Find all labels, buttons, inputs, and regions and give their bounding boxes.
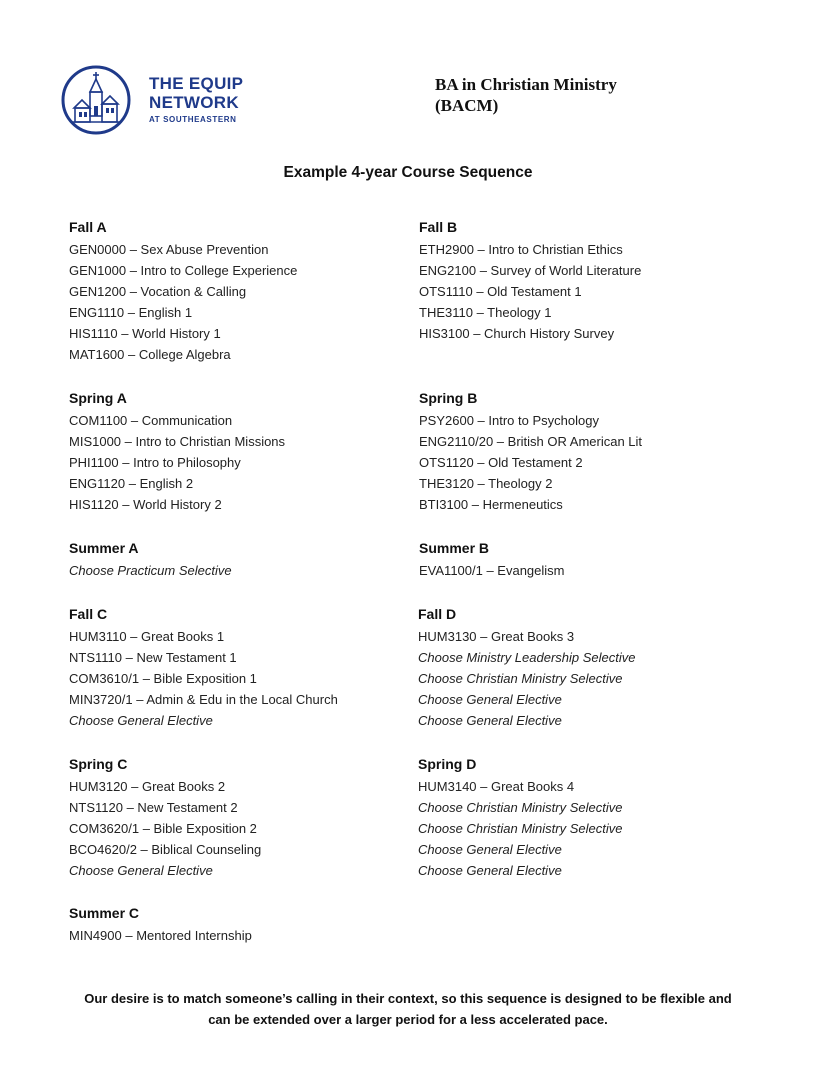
- logo-wordmark: [149, 74, 243, 124]
- course-item: Choose General Elective: [69, 713, 213, 728]
- term-heading: Fall D: [418, 606, 457, 622]
- course-item: ETH2900 – Intro to Christian Ethics: [419, 242, 623, 257]
- course-item: COM3610/1 – Bible Exposition 1: [69, 671, 257, 686]
- course-item: Choose Christian Ministry Selective: [418, 671, 623, 686]
- logo-subtitle: AT SOUTHEASTERN: [149, 115, 237, 124]
- course-item: MIS1000 – Intro to Christian Missions: [69, 434, 286, 449]
- course-item: Choose Christian Ministry Selective: [418, 800, 623, 815]
- term-heading: Spring B: [419, 390, 478, 406]
- course-item: MIN3720/1 – Admin & Edu in the Local Church: [69, 692, 338, 707]
- footer-note: [60, 988, 756, 1030]
- course-item: HIS3100 – Church History Survey: [419, 326, 615, 341]
- term-fall-a: [69, 217, 409, 365]
- course-item: HUM3140 – Great Books 4: [418, 779, 575, 794]
- course-item: GEN0000 – Sex Abuse Prevention: [69, 242, 269, 257]
- course-item: ENG1120 – English 2: [69, 476, 194, 491]
- course-item: MIN4900 – Mentored Internship: [69, 928, 252, 943]
- term-fall-d: [418, 604, 758, 731]
- course-item: Choose General Elective: [418, 692, 562, 707]
- term-fall-c: [69, 604, 409, 731]
- term-heading: Summer B: [419, 540, 490, 556]
- course-item: NTS1110 – New Testament 1: [69, 650, 237, 665]
- course-item: OTS1110 – Old Testament 1: [419, 284, 582, 299]
- course-item: HUM3120 – Great Books 2: [69, 779, 226, 794]
- term-heading: Summer C: [69, 905, 140, 921]
- term-heading: Spring D: [418, 756, 477, 772]
- course-item: ENG2100 – Survey of World Literature: [419, 263, 642, 278]
- course-item: GEN1200 – Vocation & Calling: [69, 284, 247, 299]
- course-item: NTS1120 – New Testament 2: [69, 800, 238, 815]
- course-item: BCO4620/2 – Biblical Counseling: [69, 842, 262, 857]
- course-item: BTI3100 – Hermeneutics: [419, 497, 563, 512]
- course-item: GEN1000 – Intro to College Experience: [69, 263, 298, 278]
- course-item: OTS1120 – Old Testament 2: [419, 455, 583, 470]
- term-summer-b: [419, 538, 759, 581]
- term-heading: Spring A: [69, 390, 127, 406]
- term-spring-d: [418, 754, 758, 881]
- sequence-title: Example 4-year Course Sequence: [283, 164, 533, 181]
- term-summer-a: [69, 538, 409, 581]
- course-item: THE3120 – Theology 2: [419, 476, 553, 491]
- course-item: HUM3130 – Great Books 3: [418, 629, 575, 644]
- course-item: ENG2110/20 – British OR American Lit: [419, 434, 643, 449]
- course-item: Choose General Elective: [418, 863, 562, 878]
- course-item: PHI1100 – Intro to Philosophy: [69, 455, 241, 470]
- term-heading: Fall A: [69, 219, 107, 235]
- course-item: ENG1110 – English 1: [69, 305, 193, 320]
- church-emblem-icon: [60, 64, 132, 136]
- course-item: COM3620/1 – Bible Exposition 2: [69, 821, 257, 836]
- course-item: HIS1110 – World History 1: [69, 326, 221, 341]
- course-item: Choose General Elective: [418, 713, 562, 728]
- term-spring-b: [419, 388, 759, 515]
- term-heading: Summer A: [69, 540, 139, 556]
- course-item: PSY2600 – Intro to Psychology: [419, 413, 599, 428]
- program-title-line-1: BA in Christian Ministry: [435, 75, 617, 94]
- footer-line-1: Our desire is to match someone’s calling in their context, so this sequence is designed to be flexible and: [84, 991, 732, 1006]
- course-item: THE3110 – Theology 1: [419, 305, 552, 320]
- course-item: HUM3110 – Great Books 1: [69, 629, 225, 644]
- course-item: MAT1600 – College Algebra: [69, 347, 231, 362]
- logo-line-1: THE EQUIP: [149, 74, 244, 93]
- course-item: COM1100 – Communication: [69, 413, 233, 428]
- term-fall-b: [419, 217, 759, 344]
- term-heading: Spring C: [69, 756, 128, 772]
- course-item: Choose Ministry Leadership Selective: [418, 650, 636, 665]
- course-item: Choose General Elective: [418, 842, 562, 857]
- program-title-line-2: (BACM): [435, 96, 499, 115]
- course-item: Choose Practicum Selective: [69, 563, 232, 578]
- course-item: Choose General Elective: [69, 863, 213, 878]
- logo-line-2: NETWORK: [149, 93, 239, 112]
- course-item: HIS1120 – World History 2: [69, 497, 222, 512]
- term-heading: Fall B: [419, 219, 458, 235]
- equip-network-logo: [60, 64, 260, 136]
- term-spring-a: [69, 388, 409, 515]
- course-item: Choose Christian Ministry Selective: [418, 821, 623, 836]
- program-title: [435, 74, 695, 116]
- footer-line-2: can be extended over a larger period for a less accelerated pace.: [208, 1012, 608, 1027]
- course-item: EVA1100/1 – Evangelism: [419, 563, 565, 578]
- term-summer-c: [69, 903, 409, 946]
- term-heading: Fall C: [69, 606, 108, 622]
- term-spring-c: [69, 754, 409, 881]
